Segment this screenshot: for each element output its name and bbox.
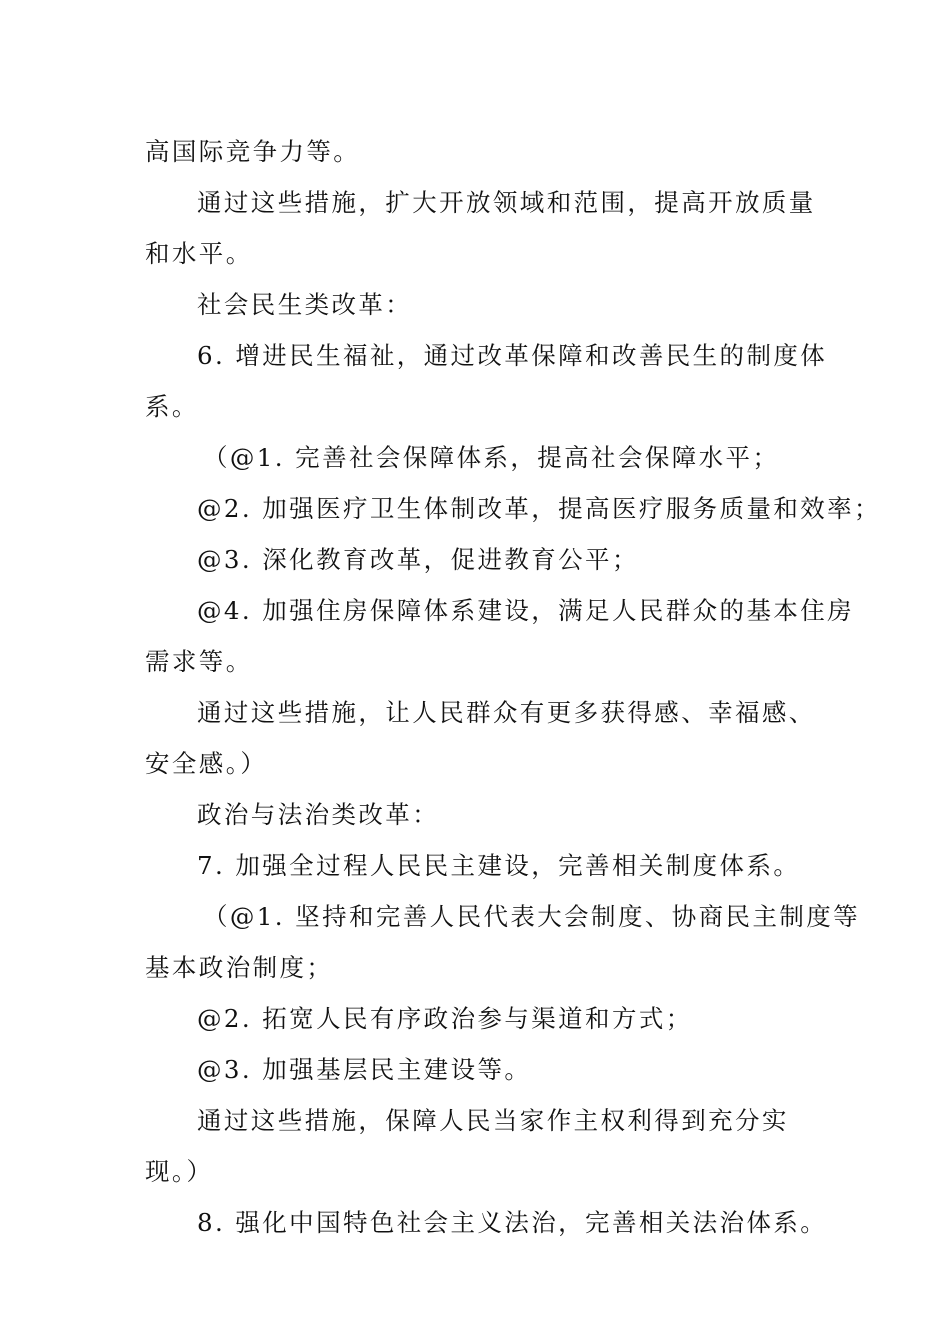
document-body xyxy=(145,126,881,1248)
sub-item: @2. 加强医疗卫生体制改革，提高医疗服务质量和效率； xyxy=(197,494,881,523)
section-heading: 社会民生类改革： xyxy=(197,290,413,319)
text-line: 和水平。 xyxy=(145,239,253,268)
numbered-item: 6. 增进民生福祉，通过改革保障和改善民生的制度体 xyxy=(197,341,828,370)
text-line: 需求等。 xyxy=(145,647,253,676)
text-line: 现。） xyxy=(145,1157,214,1186)
text-line: 基本政治制度； xyxy=(145,953,334,982)
text-line: 通过这些措施，让人民群众有更多获得感、幸福感、 xyxy=(197,698,816,727)
text-line: 通过这些措施，保障人民当家作主权利得到充分实 xyxy=(197,1106,789,1135)
text-line: 通过这些措施，扩大开放领域和范围，提高开放质量 xyxy=(197,188,816,217)
sub-item: @3. 加强基层民主建设等。 xyxy=(197,1055,532,1084)
sub-item: （@1. 坚持和完善人民代表大会制度、协商民主制度等 xyxy=(203,902,861,931)
numbered-item: 7. 加强全过程人民民主建设，完善相关制度体系。 xyxy=(197,851,801,880)
text-line: 安全感。） xyxy=(145,749,268,778)
numbered-item: 8. 强化中国特色社会主义法治，完善相关法治体系。 xyxy=(197,1208,828,1237)
sub-item: @3. 深化教育改革，促进教育公平； xyxy=(197,545,639,574)
section-heading: 政治与法治类改革： xyxy=(197,800,440,829)
sub-item: @4. 加强住房保障体系建设，满足人民群众的基本住房 xyxy=(197,596,855,625)
text-line: 高国际竞争力等。 xyxy=(145,137,361,166)
sub-item: （@1. 完善社会保障体系，提高社会保障水平； xyxy=(203,443,780,472)
text-line: 系。 xyxy=(145,392,199,421)
sub-item: @2. 拓宽人民有序政治参与渠道和方式； xyxy=(197,1004,693,1033)
